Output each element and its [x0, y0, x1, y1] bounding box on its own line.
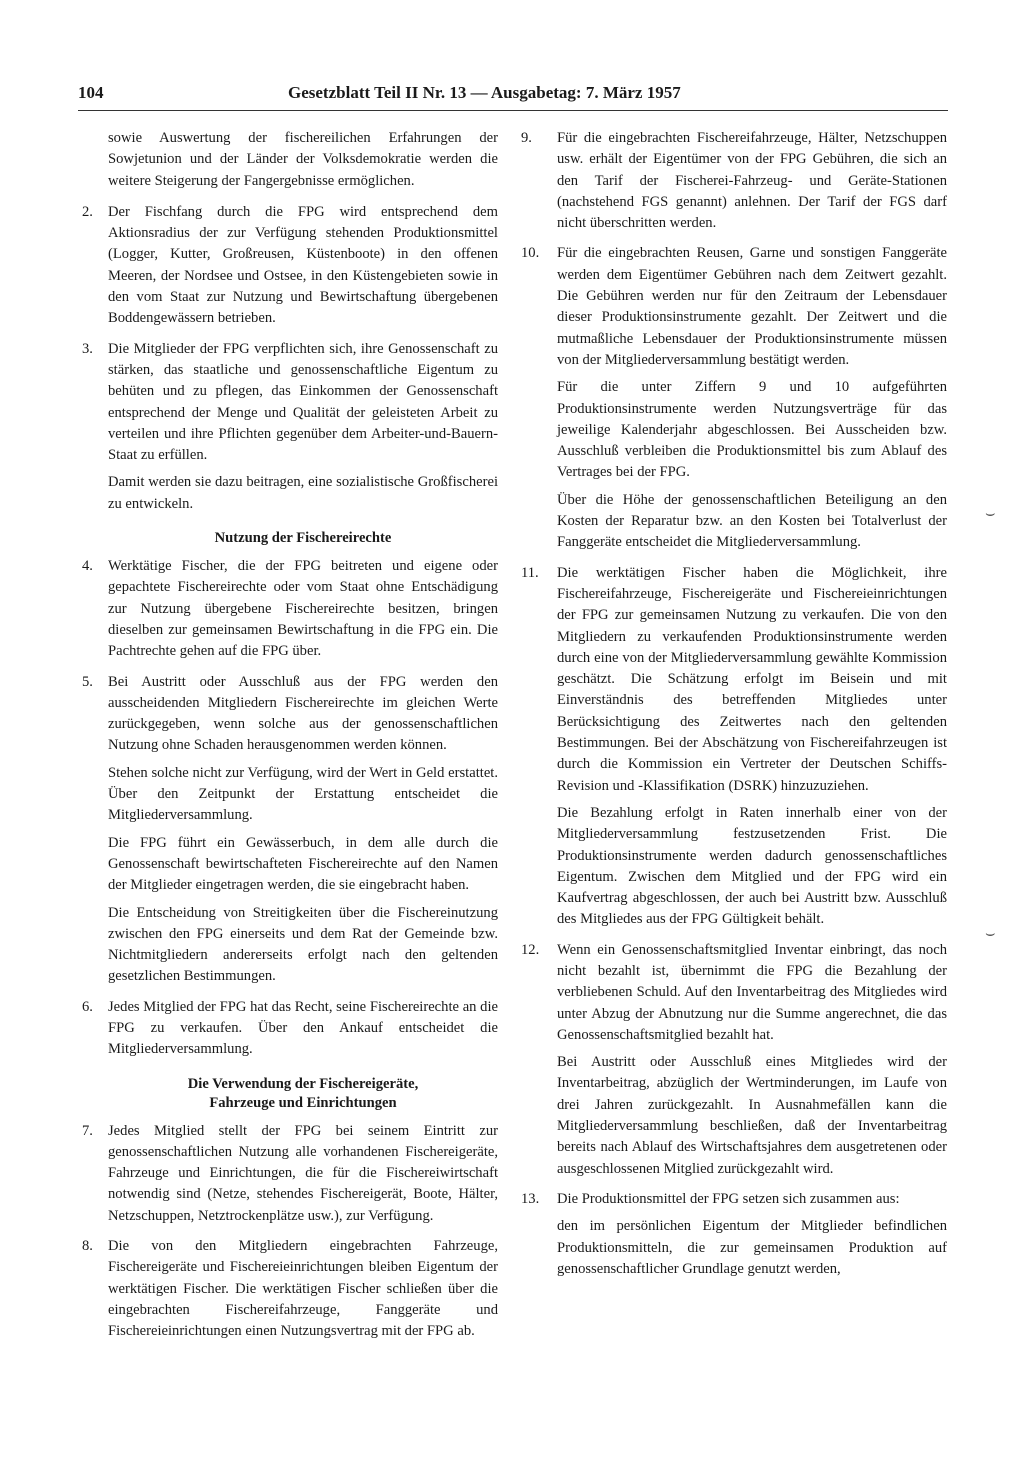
right-items [521, 128, 947, 1280]
numbered-item [521, 243, 947, 553]
item-paragraph: Die Mitglieder der FPG verpflichten sich, ihre Genossenschaft zu stärken, das staatliche und genossenschaftliche Eigentum zu behüten und zu pflegen, das Einkommen der Genossenschaft entsprechend der Menge und Qualität der geleisteten Arbeit zu verteilen und ihre Pflichten gegenüber dem Arbeiter-und-Bauern-Staat zu erfüllen. [108, 340, 498, 464]
numbered-item [82, 1121, 498, 1227]
heading-line-1: Die Verwendung der Fischereigeräte, [187, 1075, 419, 1092]
item-paragraph: Werktätige Fischer, die der FPG beitreten und eigene oder gepachtete Fischereirechte oder vom Staat ohne Entschädigung zur Nutzung übergebene Fischereirechte besitzen, bringen dieselben zur gemeinsamen Bewirtschaftung in die FPG ein. Die Pachtrechte gehen auf die FPG über. [108, 558, 498, 660]
item-number: 2. [82, 203, 93, 220]
left-items-2 [82, 556, 498, 1061]
left-items [82, 202, 498, 515]
right-column [521, 128, 947, 1289]
item-paragraph: Jedes Mitglied stellt der FPG bei seinem Eintritt zur genossenschaftlichen Nutzung alle vorhandenen Fischereigeräte, Fahrzeuge und Einrichtungen, die für die Fischereiwirtschaft notwendig sind (Netze, stehendes Fischereigerät, Boote, Hälter, Netzschuppen, Netztrockenplätze usw.), zur Verfügung. [108, 1122, 498, 1224]
item-paragraph: Für die eingebrachten Reusen, Garne und sonstigen Fanggeräte werden dem Eigentümer Gebühren nach dem Zeitwert gezahlt. Die Gebühren werden nur für den Zeitraum der Lebensdauer dieser Produktionsinstrumente gezahlt. Der Zeitwert und die mutmaßliche Lebensdauer der Produktionsinstrumente müssen von der Mitgliederversammlung bestätigt werden. [557, 245, 947, 368]
item-paragraph: Die Produktionsmittel der FPG setzen sich zusammen aus: [557, 1190, 900, 1207]
item-number: 7. [82, 1122, 93, 1139]
item-paragraph: Damit werden sie dazu beitragen, eine sozialistische Großfischerei zu entwickeln. [108, 474, 498, 512]
item-number: 3. [82, 340, 93, 357]
header-rule [78, 110, 948, 111]
header-title: Gesetzblatt Teil II Nr. 13 — Ausgabetag: 7. März 1957 [288, 83, 681, 102]
item-paragraph: Jedes Mitglied der FPG hat das Recht, seine Fischereirechte an die FPG zu verkaufen. Über den Ankauf entscheidet die Mitgliederversammlung. [108, 998, 498, 1058]
numbered-item [521, 128, 947, 234]
item-number: 13. [521, 1190, 540, 1207]
item-paragraph: Die werktätigen Fischer haben die Möglichkeit, ihre Fischereifahrzeuge, Fischereigeräte und Fischereieinrichtungen der FPG zur gemeinsamen Nutzung zu verkaufen. Die von den Mitgliedern zu verkaufenden Produktionsinstrumente werden durch eine von der Mitgliederversammlung gewählte Kommission geschätzt. Die Schätzung erfolgt im Beisein und mit Einverständnis des betreffenden Mitgliedes unter Berücksichtigung des Zeitwertes nach den geltenden Bestimmungen. Bei der Abschätzung von Fischereifahrzeugen ist durch die Kommission ein Vertreter der Deutschen Schiffs-Revision und -Klassifikation (DSRK) hinzuzuziehen. [557, 564, 947, 794]
page-number: 104 [78, 83, 104, 102]
numbered-item [82, 997, 498, 1061]
intro-paragraph: sowie Auswertung der fischereilichen Erfahrungen der Sowjetunion und der Länder der Volksdemokratie werden die weitere Steigerung der Fangergebnisse ermöglichen. [108, 130, 498, 189]
item-number: 6. [82, 998, 93, 1015]
numbered-item [521, 1189, 947, 1280]
numbered-item [521, 940, 947, 1180]
item-paragraph: Die Entscheidung von Streitigkeiten über die Fischereinutzung zwischen den FPG einerseits und dem Rat der Gemeinde bzw. Nichtmitgliedern andererseits erfolgt nach den geltenden gesetzlichen Bestimmungen. [108, 904, 498, 985]
item-paragraph: Die FPG führt ein Gewässerbuch, in dem alle durch die Genossenschaft bewirtschafteten Fischereirechte auf den Namen der Mitglieder eingetragen werden, die sie eingebracht haben. [108, 834, 498, 894]
numbered-item [82, 556, 498, 662]
margin-mark: ⌣ [985, 925, 996, 942]
item-number: 4. [82, 558, 93, 575]
item-paragraph: Für die unter Ziffern 9 und 10 aufgeführten Produktionsinstrumente werden Nutzungsverträge für das jeweilige Kalenderjahr abgeschlossen. Bei Ausscheiden bzw. Ausschluß verbleiben die Produktionsmittel bis zum Ablauf des Vertrages bei der FPG. [557, 379, 947, 481]
item-paragraph: Die Bezahlung erfolgt in Raten innerhalb einer von der Mitgliederversammlung festzusetzenden Frist. Die Produktionsinstrumente werden dadurch genossenschaftliches Eigentum. Zwischen dem Mitglied und der FPG wird ein Kaufvertrag abgeschlossen, der auch bei Austritt bzw. Ausschluß des Mitgliedes aus der FPG Gültigkeit behält. [557, 804, 947, 928]
item-paragraph: Die von den Mitgliedern eingebrachten Fahrzeuge, Fischereigeräte und Fischereieinrichtungen bleiben Eigentum der werktätigen Fischer. Die werktätigen Fischer schließen über die eingebrachten Fischereifahrzeuge, Fanggeräte und Fischereieinrichtungen einen Nutzungsvertrag mit der FPG ab. [108, 1238, 498, 1340]
item-number: 9. [521, 130, 532, 146]
item-paragraph: Über die Höhe der genossenschaftlichen Beteiligung an den Kosten der Reparatur bzw. an den Kosten bei Totalverlust der Fanggeräte entscheidet die Mitgliederversammlung. [557, 491, 947, 551]
margin-mark: ⌣ [985, 505, 996, 522]
item-number: 11. [521, 564, 539, 581]
item-number: 12. [521, 941, 540, 958]
numbered-item [521, 563, 947, 931]
heading-line-2: Fahrzeuge und Einrichtungen [209, 1094, 397, 1111]
section-heading-nutzung: Nutzung der Fischereirechte [214, 530, 392, 547]
numbered-item [82, 1236, 498, 1342]
item-number: 8. [82, 1238, 93, 1255]
item-paragraph: den im persönlichen Eigentum der Mitglieder befindlichen Produktionsmitteln, die zur gemeinsamen Produktion auf genossenschaftlicher Grundlage genutzt werden, [557, 1218, 947, 1277]
item-paragraph: Stehen solche nicht zur Verfügung, wird der Wert in Geld erstattet. Über den Zeitpunkt der Erstattung entscheidet die Mitgliederversammlung. [108, 764, 498, 824]
item-paragraph: Der Fischfang durch die FPG wird entsprechend dem Aktionsradius der zur Verfügung stehenden Produktionsmittel (Logger, Kutter, Großreusen, Küstenboote) in den offenen Meeren, der Nordsee und Ostsee, in den Küstengebieten sowie in den vom Staat zur Nutzung und Bewirtschaftung übergebenen Boddengewässern betrieben. [108, 203, 498, 327]
section-heading-verwendung [108, 1075, 498, 1113]
numbered-item [82, 202, 498, 330]
item-paragraph: Bei Austritt oder Ausschluß aus der FPG werden den ausscheidenden Mitgliedern Fischereirechte im gleichen Werte zurückgegeben, wenn solche aus der genossenschaftlichen Nutzung ohne Schaden herausgenommen werden können. [108, 673, 498, 754]
numbered-item [82, 672, 498, 988]
item-paragraph: Für die eingebrachten Fischereifahrzeuge, Hälter, Netzschuppen usw. erhält der Eigentümer von der FPG Gebühren, die sich an den Tarif der Fischerei-Fahrzeug- und Geräte-Stationen (nachstehend FGS genannt) anlehnen. Der Tarif der FGS darf nicht überschritten werden. [557, 130, 947, 232]
item-number: 5. [82, 673, 93, 690]
page-header [78, 83, 948, 111]
item-paragraph: Wenn ein Genossenschaftsmitglied Inventar einbringt, das noch nicht bezahlt ist, übernimmt die FPG die Bezahlung der verbliebenen Schuld. Auf den Inventarbeitrag des Mitgliedes wird unter Abzug der Abnutzung nur die Summe angerechnet, die das Genossenschaftsmitglied bezahlt hat. [557, 941, 947, 1043]
left-items-3 [82, 1121, 498, 1343]
item-paragraph: Bei Austritt oder Ausschluß eines Mitgliedes wird der Inventarbeitrag, abzüglich der Wertminderungen, im Laufe von drei Jahren zurückgezahlt. In Ausnahmefällen kann die Mitgliederversammlung beschließen, daß der Inventarbeitrag bereits nach Ablauf des Wirtschaftsjahres dem ausgetretenen oder ausgeschlossenen Mitglied zurückgezahlt wird. [557, 1054, 947, 1177]
item-number: 10. [521, 245, 540, 262]
left-column [82, 128, 498, 1352]
numbered-item [82, 339, 498, 515]
